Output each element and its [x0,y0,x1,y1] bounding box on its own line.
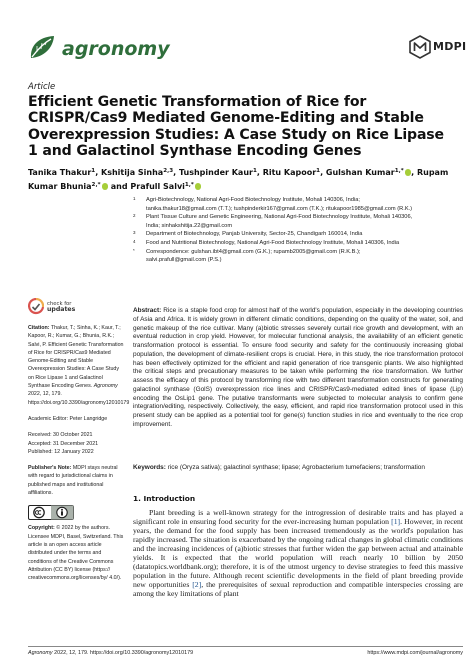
check-updates-icon [28,298,44,316]
keywords-label: Keywords: [133,464,166,471]
author-affiliation-marker: 1 [91,168,96,174]
copyright-text: © 2022 by the authors. Licensee MDPI, Basel, Switzerland. This article is an open access article distributed under the terms and conditions of the Creative Commons Attribution (CC BY) license (https:// creativecommons.org/licenses/by/ 4.0/). [28,525,124,582]
affiliation-line: Department of Biotechnology, Panjab University, Sector-25, Chandigarh 160014, India [146,231,363,238]
affiliation-item [133,196,463,213]
leaf-logo-icon [28,34,56,60]
publisher-note: MDPI stays neutral with regard to jurisdictional claims in published maps and institutional affiliations. [28,465,118,497]
affiliation-item [133,230,463,239]
cc-by-license-icon[interactable] [28,505,74,520]
author-list [28,165,458,194]
footer-journal-link[interactable]: https://www.mdpi.com/journal/agronomy [367,650,463,656]
keywords-text: rice (Oryza sativa); galactinol synthase; lipase; Agrobacterium tumefaciens; transformation [167,464,425,471]
citation-text: Thakur, T.; Sinha, K.; Kaur, T.; Kapoor, R.; Kumar, G.; Bhunia, R.K.; Salvi, P. Efficient Genetic Transformation of Rice for CRISPR/Cas9 Mediated Genome-Editing and Stable Overexpression Studies: A Case Study on Rice Lipase 1 and Galactinol Synthase Encoding Genes. [28,325,124,390]
affiliation-number: 3 [133,230,136,236]
affiliation-item [133,213,463,230]
publisher-note-block [28,464,124,497]
author-affiliation-marker: 2,3 [163,168,174,174]
intro-text-3: , the prerequisites of sexual reproduction and compatible interspecies crossing are among the key limitations of plant [133,580,463,599]
reference-link-2[interactable]: [2] [192,580,202,590]
introduction-paragraph [133,508,463,598]
affiliation-number: 1 [133,196,136,201]
author-affiliation-marker: 2,* [91,182,101,189]
publisher-name: MDPI [433,40,467,53]
dates-block [28,431,124,456]
accepted-date: Accepted: 31 December 2021 [28,440,99,447]
affiliation-item [133,248,463,265]
affiliation-number: * [133,247,135,253]
abstract-text: Rice is a staple food crop for almost half of the world's population, especially in the developing countries of Asia and Africa. It is widely grown in different climatic conditions, depending on the quality of the water, soil, and genetic makeup of the rice cultivar. Many (a)biotic stresses severely curtail rice growth and development, with an eventual reduction in crop yield. However, for molecular functional analysis, the availability of an efficient genetic transformation protocol is essential. To ensure food security and safety for the continuously increasing global population, the development of climate-resilient crops is crucial. Here, in this study, the rice transformation protocol has been effectively optimized for the efficient and rapid generation of rice transgenic plants. We also highlighted the critical steps and precautionary measures to be taken while performing the rice transformation. We further assess the efficacy of this protocol by transforming rice with two different transformation constructs for generating galactinol synthase (GolS) overexpression rice lines and CRISPR/Cas9-mediated edited lines of lipase (Lip) encoding the OsLip1 gene. The putative transformants were subjected to molecular analysis to confirm gene integration/editing, respectively. Collectively, the easy, efficient, and rapid rice transformation protocol used in this present study can be applied as a potential tool for gene(s) function studies in rice and eventually to the rice crop improvement. [133,307,463,428]
footer-divider [28,646,463,647]
abstract [133,307,463,430]
author-affiliation-marker: 1,* [184,182,194,189]
author-affiliation-marker: 1 [316,168,321,174]
citation-label: Citation: [28,325,50,331]
author-name[interactable]: Tushpinder Kaur [178,168,253,177]
abstract-label: Abstract: [133,307,162,314]
author-name[interactable]: Kshitija Sinha [101,168,164,177]
check-updates-line2: updates [47,306,76,314]
author-name[interactable]: Gulshan Kumar [325,168,395,177]
affiliation-line: Plant Tissue Culture and Genetic Engineering, National Agri-Food Biotechnology Institute, Mohali 140306, [146,214,413,221]
received-date: Received: 30 October 2021 [28,432,93,439]
academic-editor: Academic Editor: Peter Langridge [28,415,108,422]
article-sidebar [28,324,130,590]
check-for-updates-button[interactable] [28,298,88,318]
author-name[interactable]: Rupam Kumar Bhunia [28,168,449,192]
author-name[interactable]: Tanika Thakur [28,168,92,177]
citation-journal: Agronomy [93,383,118,390]
affiliation-number: 4 [133,238,136,244]
author-separator: , [256,168,263,177]
author-separator: , [320,168,326,177]
footer-doi[interactable]: 2022, 12, 179. https://doi.org/10.3390/agronomy12010179 [54,650,194,656]
editor-block [28,415,124,423]
author-affiliation-marker: 1,* [394,168,404,174]
author-separator: , [173,168,179,177]
affiliation-line: Agri-Biotechnology, National Agri-Food Biotechnology Institute, Mohali 140306, India; [146,197,360,203]
author-name[interactable]: Prafull Salvi [130,182,185,192]
mdpi-logo-icon [408,35,432,59]
affiliation-line: India; sinhakshitija.22@gmail.com [146,222,233,229]
affiliation-number: 2 [133,213,136,219]
affiliations [133,196,463,265]
keywords [133,464,463,473]
author-affiliation-marker: 1 [252,168,257,174]
author-separator: , [95,168,102,177]
affiliation-line: Food and Nutritional Biotechnology, National Agri-Food Biotechnology Institute, Mohali 140306, India [146,239,400,246]
journal-name: agronomy [62,38,170,60]
affiliation-item [133,239,463,248]
citation-block [28,324,130,407]
intro-text-2: . However, in recent years, the demand for the food supply has been increased tremendously as the world's population has rapidly increased. The situation is exacerbated by the ongoing radical changes in global climatic conditions and the increasing incidences of (a)biotic stresses that further widen the gap between actual and attainable yields. It is expected that the world population will reach nearly 10 billion by 2050 (datatopics.worldbank.org); therefore, it is of the utmost urgency to devise strategies to feed this massive population in the future. Although recent scientific developments in the field of plant breeding provide new opportunities [133,517,463,590]
article-title: Efficient Genetic Transformation of Rice for CRISPR/Cas9 Mediated Genome-Editing and Stable Overexpression Studies: A Case Study on Rice Lipase 1 and Galactinol Synthase Encoding Genes [28,94,444,160]
affiliation-line: tanika.thakur18@gmail.com (T.T.); tushpinderkir167@gmail.com (T.K.); ritukapoor1985@gmail.com (R.K.) [146,205,413,212]
orcid-icon[interactable] [195,183,202,190]
citation-doi[interactable]: 2022, 12, 179. https://doi.org/10.3390/agronomy12010179 [28,391,130,406]
reference-link-1[interactable]: [1] [391,517,401,527]
section-heading-introduction: 1. Introduction [133,494,196,503]
copyright-block [28,524,124,582]
author-separator: , [411,168,417,177]
footer-citation [28,650,193,656]
footer-journal: Agronomy [28,650,53,656]
check-updates-line1: check for [47,301,72,307]
published-date: Published: 12 January 2022 [28,448,94,455]
publisher-note-label: Publisher's Note: [28,465,72,472]
intro-text-1: Plant breeding is a well-known strategy for the introgression of desirable traits and has played a significant role in ensuring food security for the ever-increasing human population [133,508,463,527]
author-name[interactable]: Ritu Kapoor [262,168,317,177]
affiliation-line: Correspondence: gulshan.ibt4@gmail.com (G.K.); rupamb2005@gmail.com (R.K.B.); [146,248,361,255]
author-separator: and [108,182,131,192]
copyright-label: Copyright: [28,525,55,532]
affiliation-line: salvi.prafull@gmail.com (P.S.) [146,257,222,264]
article-type: Article [28,82,56,92]
